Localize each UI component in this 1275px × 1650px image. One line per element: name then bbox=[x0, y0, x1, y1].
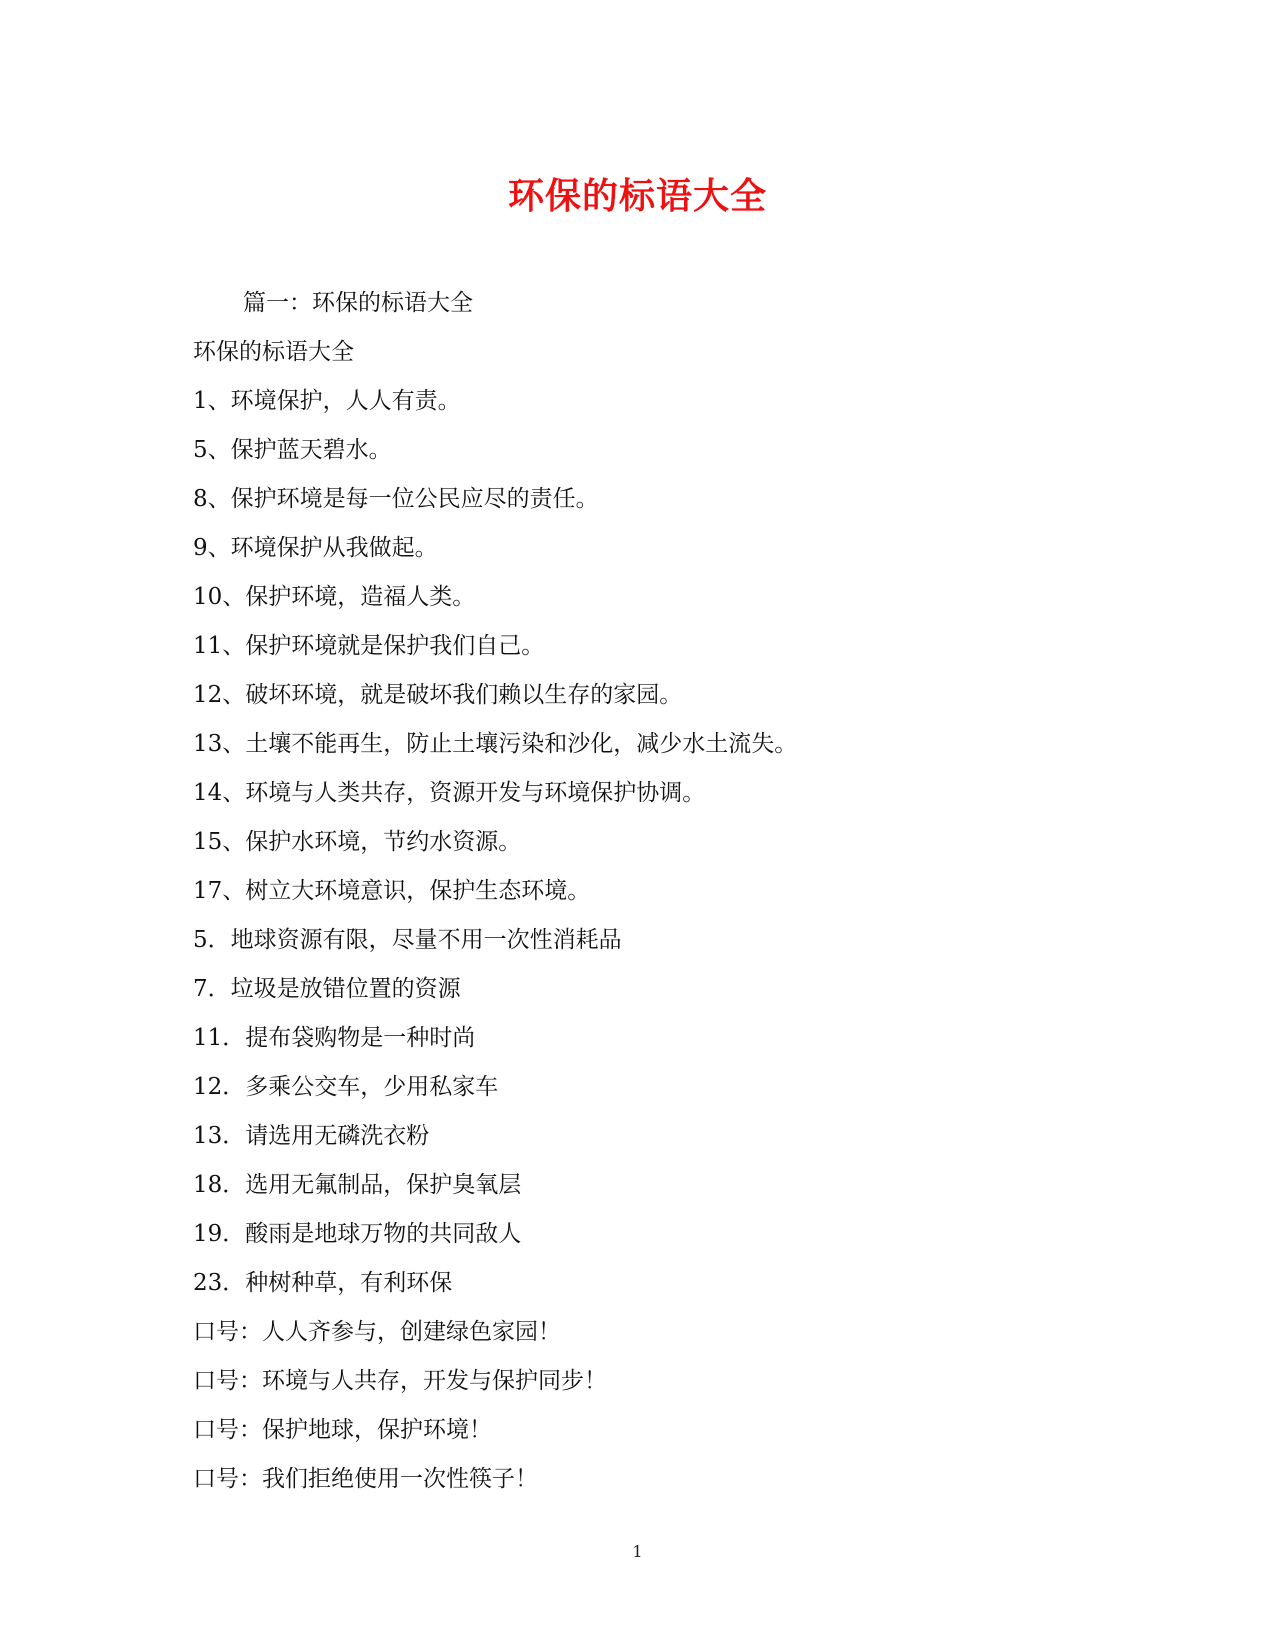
slogan-line: 11、保护环境就是保护我们自己。 bbox=[193, 633, 545, 659]
slogan-list bbox=[193, 377, 1143, 1504]
slogan-line: 12．多乘公交车，少用私家车 bbox=[193, 1074, 499, 1100]
slogan-line: 10、保护环境，造福人类。 bbox=[193, 584, 476, 610]
slogan-line: 口号：人人齐参与，创建绿色家园！ bbox=[193, 1319, 561, 1345]
slogan-line: 1、环境保护，人人有责。 bbox=[193, 388, 461, 414]
slogan-line: 23．种树种草，有利环保 bbox=[193, 1270, 453, 1296]
slogan-line: 13、土壤不能再生，防止土壤污染和沙化，减少水土流失。 bbox=[193, 731, 798, 757]
slogan-line: 14、环境与人类共存，资源开发与环境保护协调。 bbox=[193, 780, 706, 806]
slogan-line: 口号：环境与人共存，开发与保护同步！ bbox=[193, 1368, 607, 1394]
document-body bbox=[193, 279, 1143, 1504]
document-title: 环保的标语大全 bbox=[507, 176, 767, 217]
slogan-line: 12、破坏环境，就是破坏我们赖以生存的家园。 bbox=[193, 682, 683, 708]
slogan-line: 口号：我们拒绝使用一次性筷子！ bbox=[193, 1466, 538, 1492]
slogan-line: 5．地球资源有限，尽量不用一次性消耗品 bbox=[193, 927, 622, 953]
slogan-line: 11．提布袋购物是一种时尚 bbox=[193, 1025, 476, 1051]
slogan-line: 18．选用无氟制品，保护臭氧层 bbox=[193, 1172, 522, 1198]
slogan-line: 15、保护水环境，节约水资源。 bbox=[193, 829, 522, 855]
slogan-line: 8、保护环境是每一位公民应尽的责任。 bbox=[193, 486, 599, 512]
slogan-line: 7．垃圾是放错位置的资源 bbox=[193, 976, 461, 1002]
slogan-line: 9、环境保护从我做起。 bbox=[193, 535, 438, 561]
slogan-line: 19．酸雨是地球万物的共同敌人 bbox=[193, 1221, 522, 1247]
subheading: 环保的标语大全 bbox=[193, 339, 354, 365]
slogan-line: 13．请选用无磷洗衣粉 bbox=[193, 1123, 430, 1149]
page-number: 1 bbox=[632, 1542, 643, 1561]
slogan-line: 5、保护蓝天碧水。 bbox=[193, 437, 392, 463]
slogan-line: 17、树立大环境意识，保护生态环境。 bbox=[193, 878, 591, 904]
slogan-line: 口号：保护地球，保护环境！ bbox=[193, 1417, 492, 1443]
section-heading: 篇一：环保的标语大全 bbox=[243, 290, 473, 316]
